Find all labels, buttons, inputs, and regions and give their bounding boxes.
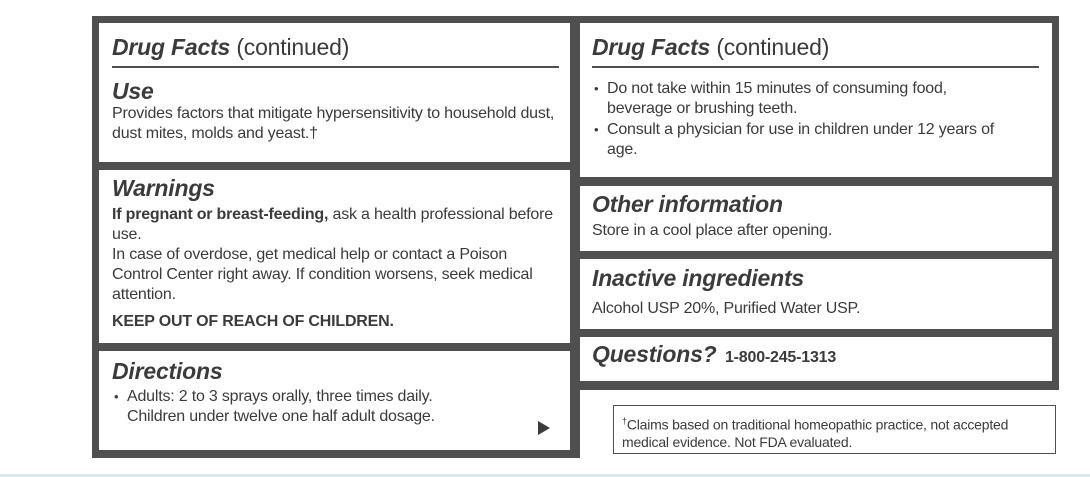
questions-phone[interactable]: 1-800-245-1313 — [724, 349, 837, 366]
warnings-pregnant-bold: If pregnant or breast-feeding, — [112, 206, 329, 223]
directions-bullet — [112, 387, 560, 427]
other-information-heading: Other information — [592, 191, 783, 217]
left-header — [112, 34, 560, 66]
left-header-suffix: (continued) — [230, 34, 350, 60]
questions-panel — [580, 337, 1052, 381]
precaution-bullet-2: • Consult a physician for use in children under 12 years of age. — [592, 120, 1027, 160]
right-header — [592, 34, 1042, 66]
inactive-ingredients-text: Alcohol USP 20%, Purified Water USP. — [592, 300, 861, 317]
precaution-bullet-1: • Do not take within 15 minutes of consuming food, beverage or brushing teeth. — [592, 79, 1007, 119]
drug-facts-left-column — [92, 16, 580, 458]
right-header-divider — [592, 66, 1039, 68]
use-text: Provides factors that mitigate hypersensitivity to household dust, dust mites, molds and yeast.† — [112, 105, 555, 142]
drug-facts-right-column — [572, 16, 1059, 390]
use-panel — [99, 23, 570, 162]
directions-heading: Directions — [112, 358, 223, 384]
other-information-text: Store in a cool place after opening. — [592, 222, 833, 239]
use-heading: Use — [112, 78, 154, 104]
warnings-panel — [99, 170, 570, 343]
left-header-title: Drug Facts — [112, 34, 231, 60]
warnings-overdose-text: In case of overdose, get medical help or contact a Poison Control Center right away. If condition worsens, seek medical attention. — [112, 246, 533, 303]
inactive-ingredients-heading: Inactive ingredients — [592, 265, 805, 291]
play-arrow-icon[interactable] — [538, 421, 550, 435]
right-header-suffix: (continued) — [710, 34, 830, 60]
right-header-title: Drug Facts — [592, 34, 711, 60]
footnote-text: Claims based on traditional homeopathic practice, not accepted medical evidence. Not FDA evaluated. — [622, 416, 1009, 450]
directions-line1: • Adults: 2 to 3 sprays orally, three times daily. — [127, 388, 433, 405]
footnote-box — [613, 405, 1056, 454]
keep-out-of-reach: KEEP OUT OF REACH OF CHILDREN. — [112, 313, 394, 330]
warnings-pregnant-text — [112, 205, 557, 245]
precautions-panel — [580, 23, 1052, 177]
other-information-panel — [580, 186, 1052, 251]
questions-heading: Questions? — [592, 341, 717, 367]
inactive-ingredients-panel — [580, 259, 1052, 329]
warnings-heading: Warnings — [112, 175, 215, 201]
header-divider — [112, 66, 559, 68]
warnings-pregnant-rest: ask a health professional before use. — [112, 206, 553, 243]
footnote-mark: † — [622, 416, 627, 426]
directions-line2: Children under twelve one half adult dosage. — [127, 408, 435, 425]
directions-panel — [99, 351, 570, 450]
